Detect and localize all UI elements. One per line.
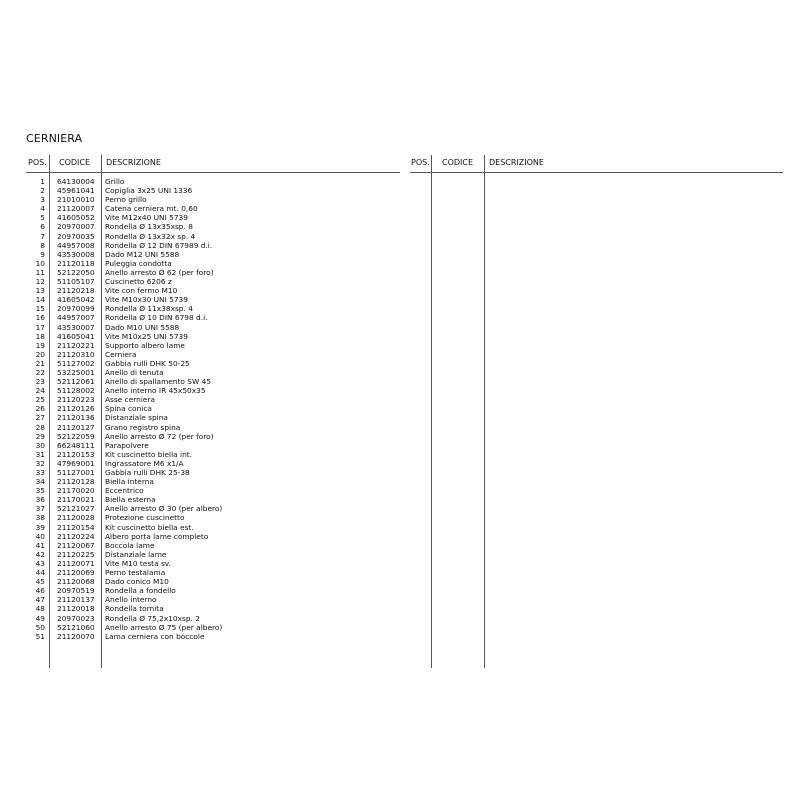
header-pos-right: POS. bbox=[411, 158, 430, 167]
row-pos: 29 bbox=[35, 431, 45, 441]
table-row bbox=[0, 286, 420, 295]
row-description: Rondella tornita bbox=[105, 604, 164, 614]
row-description: Vite M10x30 UNI 5739 bbox=[105, 295, 188, 305]
row-pos: 22 bbox=[35, 367, 45, 377]
row-description: Dado conico M10 bbox=[105, 577, 169, 587]
row-code: 21120218 bbox=[57, 286, 95, 296]
row-code: 51127001 bbox=[57, 468, 95, 477]
row-pos: 7 bbox=[40, 231, 45, 241]
column-divider-right-1 bbox=[431, 155, 432, 668]
row-code: 51127002 bbox=[57, 358, 95, 368]
row-pos: 46 bbox=[35, 586, 45, 596]
row-pos: 36 bbox=[35, 495, 45, 505]
row-code: 44957008 bbox=[57, 240, 95, 250]
table-row bbox=[0, 441, 420, 450]
row-code: 20970519 bbox=[57, 586, 95, 596]
row-code: 66248111 bbox=[57, 440, 95, 450]
table-row bbox=[0, 486, 420, 495]
table-row bbox=[0, 577, 420, 586]
row-description: Lama cerniera con boccole bbox=[105, 631, 205, 641]
row-code: 21010010 bbox=[57, 195, 95, 205]
row-code: 43530007 bbox=[57, 322, 95, 332]
row-description: Grillo bbox=[105, 177, 125, 186]
row-pos: 51 bbox=[35, 631, 45, 641]
table-row bbox=[0, 368, 420, 377]
row-code: 20970023 bbox=[57, 613, 95, 623]
row-description: Rondella Ø 13x32x sp. 4 bbox=[105, 231, 196, 241]
row-description: Cerniera bbox=[105, 349, 137, 359]
row-pos: 24 bbox=[35, 386, 45, 396]
row-pos: 23 bbox=[35, 377, 45, 387]
row-code: 53225001 bbox=[57, 367, 95, 377]
row-code: 52122050 bbox=[57, 267, 95, 277]
row-code: 64130004 bbox=[57, 177, 95, 186]
row-pos: 49 bbox=[35, 613, 45, 623]
header-pos-left: POS. bbox=[28, 158, 47, 167]
row-description: Albero porta lame completo bbox=[105, 531, 209, 541]
row-description: Biella esterna bbox=[105, 495, 156, 505]
row-pos: 8 bbox=[40, 240, 45, 250]
row-code: 41605052 bbox=[57, 213, 95, 223]
row-description: Anello arresto Ø 62 (per foro) bbox=[105, 267, 214, 277]
row-pos: 10 bbox=[35, 258, 45, 268]
table-row bbox=[0, 177, 420, 186]
table-row bbox=[0, 241, 420, 250]
row-pos: 11 bbox=[35, 267, 45, 277]
table-row bbox=[0, 504, 420, 513]
row-pos: 48 bbox=[35, 604, 45, 614]
row-code: 52121060 bbox=[57, 622, 95, 632]
parts-list bbox=[0, 177, 420, 641]
table-row bbox=[0, 477, 420, 486]
row-description: Rondella Ø 10 DIN 6798 d.i. bbox=[105, 313, 208, 323]
row-code: 21120127 bbox=[57, 422, 95, 432]
row-description: Vite M10x25 UNI 5739 bbox=[105, 331, 188, 341]
row-description: Anello interno IR 45x50x35 bbox=[105, 386, 206, 396]
row-pos: 21 bbox=[35, 358, 45, 368]
row-code: 21120069 bbox=[57, 568, 95, 578]
header-descrizione-left: DESCRIZIONE bbox=[106, 158, 161, 167]
row-code: 51105107 bbox=[57, 277, 95, 287]
table-row bbox=[0, 432, 420, 441]
row-pos: 1 bbox=[40, 177, 45, 186]
row-code: 21120224 bbox=[57, 531, 95, 541]
row-pos: 17 bbox=[35, 322, 45, 332]
table-row bbox=[0, 513, 420, 522]
row-description: Boccola lame bbox=[105, 540, 155, 550]
row-description: Anello interno bbox=[105, 595, 157, 605]
table-row bbox=[0, 523, 420, 532]
row-pos: 2 bbox=[40, 186, 45, 196]
row-description: Rondella Ø 13x35xsp. 8 bbox=[105, 222, 193, 232]
row-description: Supporto albero lame bbox=[105, 340, 185, 350]
row-code: 52122059 bbox=[57, 431, 95, 441]
row-pos: 34 bbox=[35, 477, 45, 487]
row-code: 21120067 bbox=[57, 540, 95, 550]
row-pos: 33 bbox=[35, 468, 45, 477]
row-pos: 16 bbox=[35, 313, 45, 323]
row-code: 44957007 bbox=[57, 313, 95, 323]
table-row bbox=[0, 423, 420, 432]
table-row bbox=[0, 304, 420, 313]
table-row bbox=[0, 395, 420, 404]
row-description: Catena cerniera mt. 0,60 bbox=[105, 204, 198, 214]
table-row bbox=[0, 268, 420, 277]
row-description: Rondella Ø 75,2x10xsp. 2 bbox=[105, 613, 200, 623]
row-description: Distanziale lame bbox=[105, 549, 167, 559]
row-pos: 25 bbox=[35, 395, 45, 405]
table-row bbox=[0, 450, 420, 459]
row-code: 21120018 bbox=[57, 604, 95, 614]
row-description: Copiglia 3x25 UNI 1336 bbox=[105, 186, 193, 196]
table-row bbox=[0, 250, 420, 259]
row-description: Puleggia condotta bbox=[105, 258, 172, 268]
table-row bbox=[0, 495, 420, 504]
table-row bbox=[0, 204, 420, 213]
row-code: 21120128 bbox=[57, 477, 95, 487]
row-pos: 50 bbox=[35, 622, 45, 632]
header-codice-left: CODICE bbox=[59, 158, 91, 167]
table-row bbox=[0, 532, 420, 541]
row-pos: 15 bbox=[35, 304, 45, 314]
row-pos: 6 bbox=[40, 222, 45, 232]
row-code: 21120223 bbox=[57, 395, 95, 405]
row-description: Anello di spallamento SW 45 bbox=[105, 377, 212, 387]
table-row bbox=[0, 559, 420, 568]
row-description: Asse cerniera bbox=[105, 395, 156, 405]
row-pos: 26 bbox=[35, 404, 45, 414]
row-pos: 27 bbox=[35, 413, 45, 423]
row-pos: 28 bbox=[35, 422, 45, 432]
row-pos: 14 bbox=[35, 295, 45, 305]
row-pos: 32 bbox=[35, 458, 45, 468]
table-row bbox=[0, 195, 420, 204]
table-row bbox=[0, 541, 420, 550]
row-code: 47969001 bbox=[57, 458, 95, 468]
row-pos: 43 bbox=[35, 558, 45, 568]
row-pos: 40 bbox=[35, 531, 45, 541]
row-pos: 13 bbox=[35, 286, 45, 296]
row-code: 21120126 bbox=[57, 404, 95, 414]
row-description: Ingrassatore M6 x1/A bbox=[105, 458, 184, 468]
table-row bbox=[0, 459, 420, 468]
row-code: 43530008 bbox=[57, 249, 95, 259]
row-description: Anello arresto Ø 75 (per albero) bbox=[105, 622, 223, 632]
row-pos: 37 bbox=[35, 504, 45, 514]
table-row bbox=[0, 295, 420, 304]
row-pos: 19 bbox=[35, 340, 45, 350]
table-row bbox=[0, 623, 420, 632]
table-row bbox=[0, 386, 420, 395]
header-divider-left bbox=[26, 172, 400, 173]
table-row bbox=[0, 377, 420, 386]
table-row bbox=[0, 404, 420, 413]
row-pos: 3 bbox=[40, 195, 45, 205]
row-code: 41605041 bbox=[57, 331, 95, 341]
row-description: Perno grillo bbox=[105, 195, 147, 205]
row-description: Rondella a fondello bbox=[105, 586, 176, 596]
table-row bbox=[0, 468, 420, 477]
row-description: Distanziale spina bbox=[105, 413, 168, 423]
row-code: 45961041 bbox=[57, 186, 95, 196]
row-code: 52112061 bbox=[57, 377, 95, 387]
row-code: 20970035 bbox=[57, 231, 95, 241]
row-description: Dado M10 UNI 5588 bbox=[105, 322, 180, 332]
row-description: Vite M12x40 UNI 5739 bbox=[105, 213, 188, 223]
row-code: 21120310 bbox=[57, 349, 95, 359]
table-row bbox=[0, 222, 420, 231]
row-description: Rondella Ø 11x38xsp. 4 bbox=[105, 304, 193, 314]
row-description: Grano registro spina bbox=[105, 422, 181, 432]
row-code: 20970007 bbox=[57, 222, 95, 232]
row-pos: 4 bbox=[40, 204, 45, 214]
table-row bbox=[0, 350, 420, 359]
page-title: CERNIERA bbox=[26, 132, 83, 145]
row-pos: 47 bbox=[35, 595, 45, 605]
table-row bbox=[0, 604, 420, 613]
table-row bbox=[0, 568, 420, 577]
row-pos: 12 bbox=[35, 277, 45, 287]
row-pos: 35 bbox=[35, 486, 45, 496]
row-description: Spina conica bbox=[105, 404, 152, 414]
row-code: 21170020 bbox=[57, 486, 95, 496]
table-row bbox=[0, 341, 420, 350]
row-description: Anello arresto Ø 72 (per foro) bbox=[105, 431, 214, 441]
row-description: Parapolvere bbox=[105, 440, 149, 450]
row-code: 21120118 bbox=[57, 258, 95, 268]
row-description: Vite M10 testa sv. bbox=[105, 558, 171, 568]
table-row bbox=[0, 586, 420, 595]
table-row bbox=[0, 359, 420, 368]
row-description: Vite con fermo M10 bbox=[105, 286, 178, 296]
row-description: Kit cuscinetto biella est. bbox=[105, 522, 194, 532]
row-code: 21120154 bbox=[57, 522, 95, 532]
row-description: Kit cuscinetto biella int. bbox=[105, 449, 193, 459]
row-description: Biella interna bbox=[105, 477, 154, 487]
row-description: Gabbia rulli DHK 50-25 bbox=[105, 358, 190, 368]
table-row bbox=[0, 632, 420, 641]
row-code: 21120007 bbox=[57, 204, 95, 214]
row-pos: 31 bbox=[35, 449, 45, 459]
row-code: 52121027 bbox=[57, 504, 95, 514]
row-code: 21120221 bbox=[57, 340, 95, 350]
table-row bbox=[0, 213, 420, 222]
row-pos: 41 bbox=[35, 540, 45, 550]
row-pos: 9 bbox=[40, 249, 45, 259]
row-code: 21120068 bbox=[57, 577, 95, 587]
row-code: 41605042 bbox=[57, 295, 95, 305]
row-code: 51128002 bbox=[57, 386, 95, 396]
row-description: Anello di tenuta bbox=[105, 367, 164, 377]
row-pos: 5 bbox=[40, 213, 45, 223]
header-divider-right bbox=[410, 172, 783, 173]
row-description: Rondella Ø 12 DIN 67989 d.i. bbox=[105, 240, 213, 250]
row-description: Gabbia rulli DHK 25-38 bbox=[105, 468, 190, 477]
header-codice-right: CODICE bbox=[442, 158, 474, 167]
row-pos: 18 bbox=[35, 331, 45, 341]
row-code: 21120225 bbox=[57, 549, 95, 559]
table-row bbox=[0, 332, 420, 341]
table-row bbox=[0, 277, 420, 286]
table-row bbox=[0, 323, 420, 332]
table-row bbox=[0, 413, 420, 422]
column-divider-right-2 bbox=[484, 155, 485, 668]
header-descrizione-right: DESCRIZIONE bbox=[489, 158, 544, 167]
row-pos: 39 bbox=[35, 522, 45, 532]
row-description: Anello arresto Ø 30 (per albero) bbox=[105, 504, 223, 514]
table-row bbox=[0, 186, 420, 195]
row-description: Eccentrico bbox=[105, 486, 144, 496]
table-row bbox=[0, 550, 420, 559]
row-description: Cuscinetto 6206 z bbox=[105, 277, 172, 287]
row-pos: 45 bbox=[35, 577, 45, 587]
row-code: 21120071 bbox=[57, 558, 95, 568]
row-description: Perno testalama bbox=[105, 568, 166, 578]
table-row bbox=[0, 232, 420, 241]
table-row bbox=[0, 313, 420, 322]
row-code: 21120028 bbox=[57, 513, 95, 523]
row-code: 21120070 bbox=[57, 631, 95, 641]
row-pos: 38 bbox=[35, 513, 45, 523]
table-row bbox=[0, 595, 420, 604]
row-code: 21120137 bbox=[57, 595, 95, 605]
row-pos: 44 bbox=[35, 568, 45, 578]
row-code: 21170021 bbox=[57, 495, 95, 505]
row-pos: 30 bbox=[35, 440, 45, 450]
table-row bbox=[0, 259, 420, 268]
row-code: 21120136 bbox=[57, 413, 95, 423]
row-code: 20970099 bbox=[57, 304, 95, 314]
row-description: Protezione cuscinetto bbox=[105, 513, 185, 523]
row-pos: 42 bbox=[35, 549, 45, 559]
row-pos: 20 bbox=[35, 349, 45, 359]
row-description: Dado M12 UNI 5588 bbox=[105, 249, 180, 259]
row-code: 21120153 bbox=[57, 449, 95, 459]
table-row bbox=[0, 614, 420, 623]
